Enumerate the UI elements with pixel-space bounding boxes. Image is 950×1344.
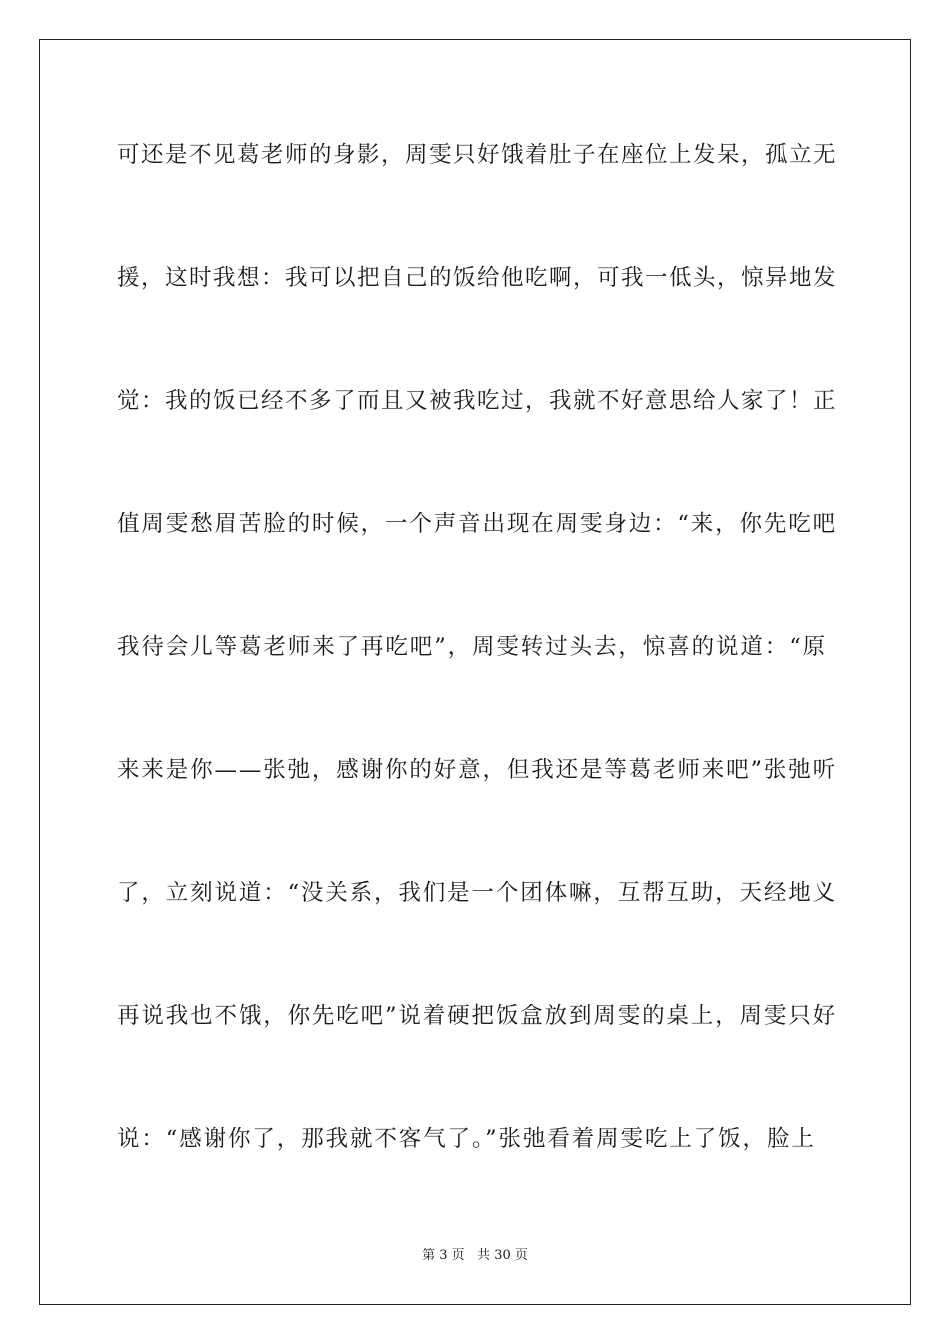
text-line: 我待会儿等葛老师来了再吃吧”，周雯转过头去，惊喜的说道：“原 <box>117 634 828 660</box>
text-line: 来来是你——张弛，感谢你的好意，但我还是等葛老师来吧”张弛听 <box>117 757 838 783</box>
text-line: 了，立刻说道：“没关系，我们是一个团体嘛，互帮互助，天经地义 <box>117 880 838 906</box>
text-line: 再说我也不饿，你先吃吧”说着硬把饭盒放到周雯的桌上，周雯只好 <box>117 1003 838 1029</box>
text-line: 说：“感谢你了，那我就不客气了。”张弛看着周雯吃上了饭，脸上 <box>117 1126 816 1152</box>
text-line: 觉：我的饭已经不多了而且又被我吃过，我就不好意思给人家了！正 <box>117 388 838 414</box>
text-line: 可还是不见葛老师的身影，周雯只好饿着肚子在座位上发呆，孤立无 <box>117 142 838 168</box>
text-line: 值周雯愁眉苦脸的时候，一个声音出现在周雯身边：“来，你先吃吧 <box>117 511 838 537</box>
page-border <box>39 39 911 1305</box>
text-line: 援，这时我想：我可以把自己的饭给他吃啊，可我一低头，惊异地发 <box>117 265 838 291</box>
page-number: 第 3 页 共 30 页 <box>422 1248 528 1263</box>
